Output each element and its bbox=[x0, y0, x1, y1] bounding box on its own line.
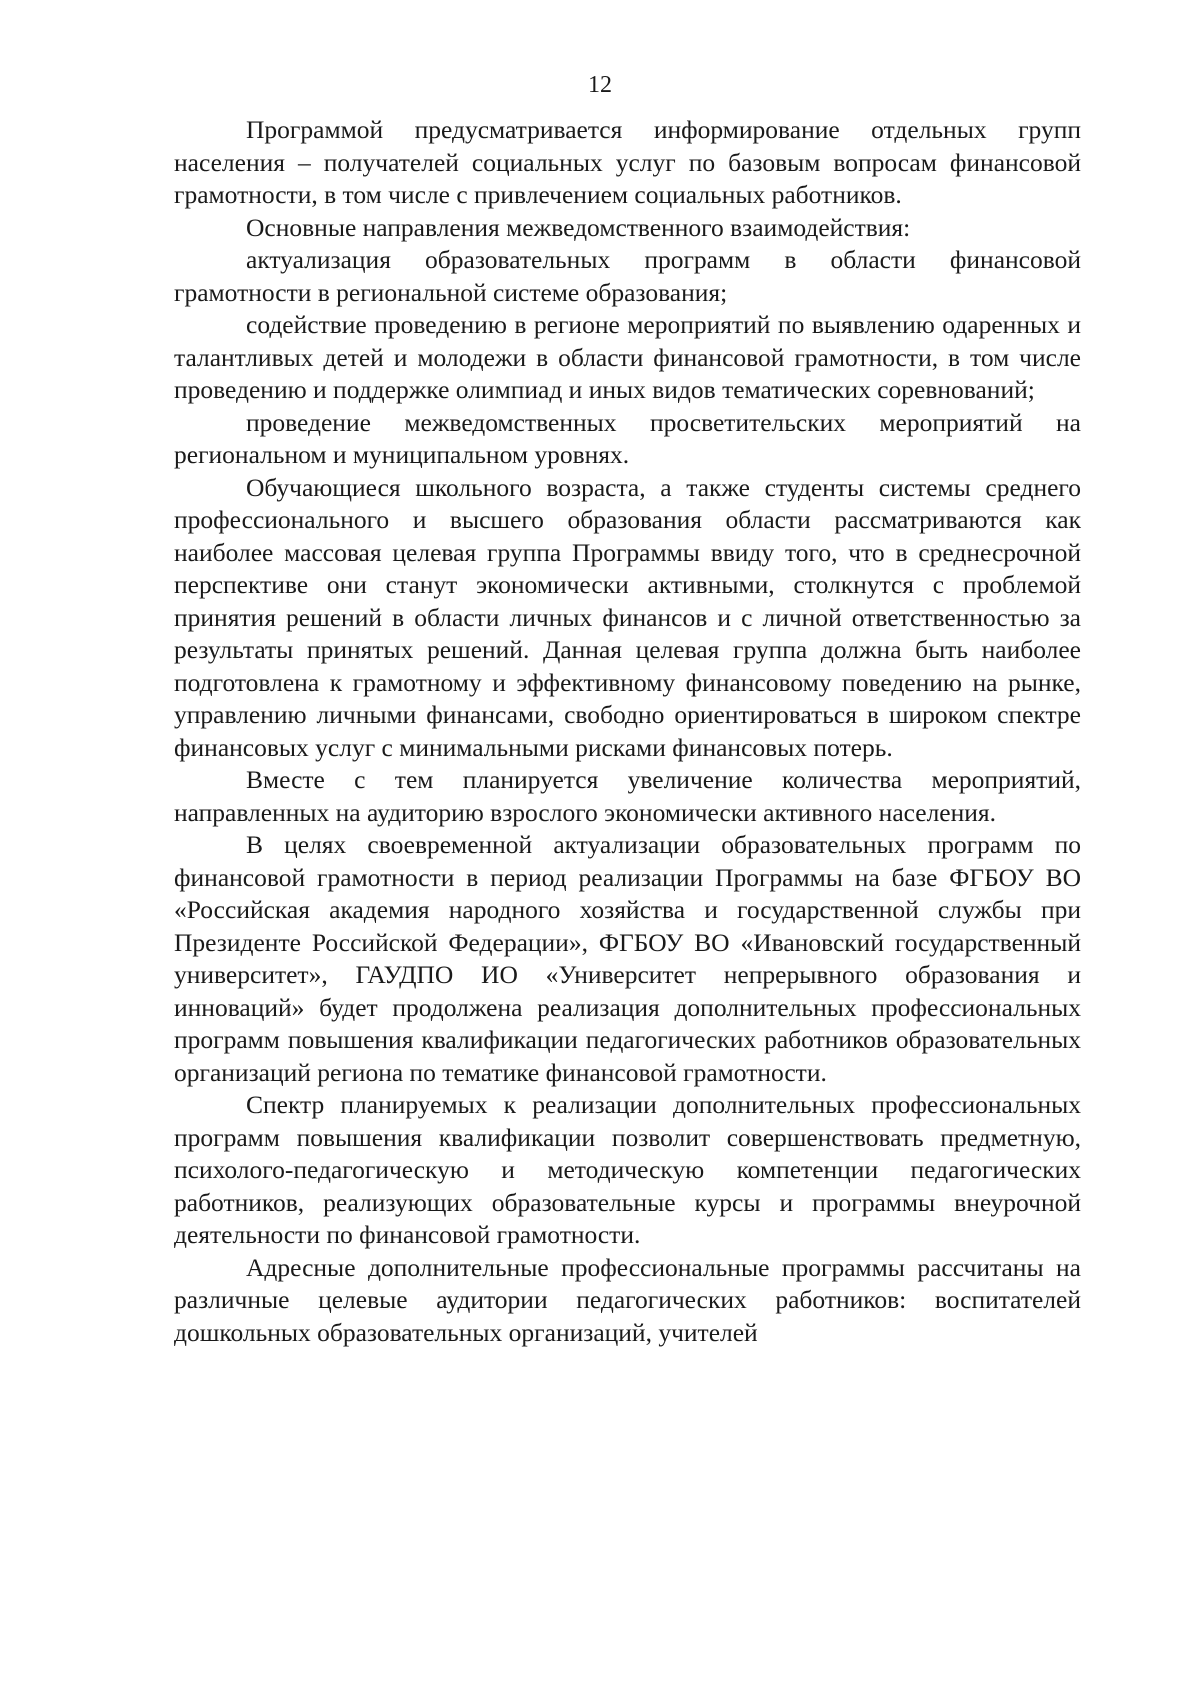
paragraph-interagency-directions: Основные направления межведомственного взаимодействия: bbox=[246, 212, 911, 242]
paragraph-professional-programs: В целях своевременной актуализации образовательных программ по финансовой грамотности в период реализации Программы на базе ФГБОУ ВО «Российская академия народного хозяйства и государственной службы при Президенте Российской Федерации», ФГБОУ ВО «Ивановский государственный университет», ГАУДПО ИО «Университет непрерывного образования и инноваций» будет продолжена реализация дополнительных профессиональных программ повышения квалификации педагогических работников образовательных организаций региона по тематике финансовой грамотности. bbox=[174, 830, 1081, 1087]
paragraph-target-audiences: Адресные дополнительные профессиональные программы рассчитаны на различные целевые аудитории педагогических работников: воспитателей дошкольных образовательных организаций, учителей bbox=[174, 1252, 1081, 1347]
paragraph-program-update: актуализация образовательных программ в области финансовой грамотности в региональной системе образования; bbox=[174, 245, 1081, 307]
paragraph-competence-development: Спектр планируемых к реализации дополнительных профессиональных программ повышения квалификации позволит совершенствовать предметную, психолого-педагогическую и методическую компетенции педагогических работников, реализующих образовательные курсы и программы внеурочной деятельности по финансовой грамотности. bbox=[174, 1090, 1081, 1249]
paragraph-students-target-group: Обучающиеся школьного возраста, а также студенты системы среднего профессионального и высшего образования области рассматриваются как наиболее массовая целевая группа Программы ввиду того, что в среднесрочной перспективе они станут экономически активными, столкнутся с проблемой принятия решений в области личных финансов и с личной ответственностью за результаты принятых решений. Данная целевая группа должна быть наиболее подготовлена к грамотному и эффективному финансовому поведению на рынке, управлению личными финансами, свободно ориентироваться в широком спектре финансовых услуг с минимальными рисками финансовых потерь. bbox=[174, 472, 1081, 762]
paragraph-adult-audience: Вместе с тем планируется увеличение количества мероприятий, направленных на аудиторию взрослого экономически активного населения. bbox=[174, 765, 1081, 827]
page-number: 12 bbox=[588, 72, 612, 98]
paragraph-gifted-youth: содействие проведению в регионе мероприятий по выявлению одаренных и талантливых детей и молодежи в области финансовой грамотности, в том числе проведению и поддержке олимпиад и иных видов тематических соревнований; bbox=[174, 310, 1081, 404]
paragraph-educational-events: проведение межведомственных просветительских мероприятий на региональном и муниципальном уровнях. bbox=[174, 407, 1081, 469]
paragraph-informing-groups: Программой предусматривается информирование отдельных групп населения – получателей социальных услуг по базовым вопросам финансовой грамотности, в том числе с привлечением социальных работников. bbox=[174, 115, 1081, 209]
document-body bbox=[174, 114, 1081, 1349]
